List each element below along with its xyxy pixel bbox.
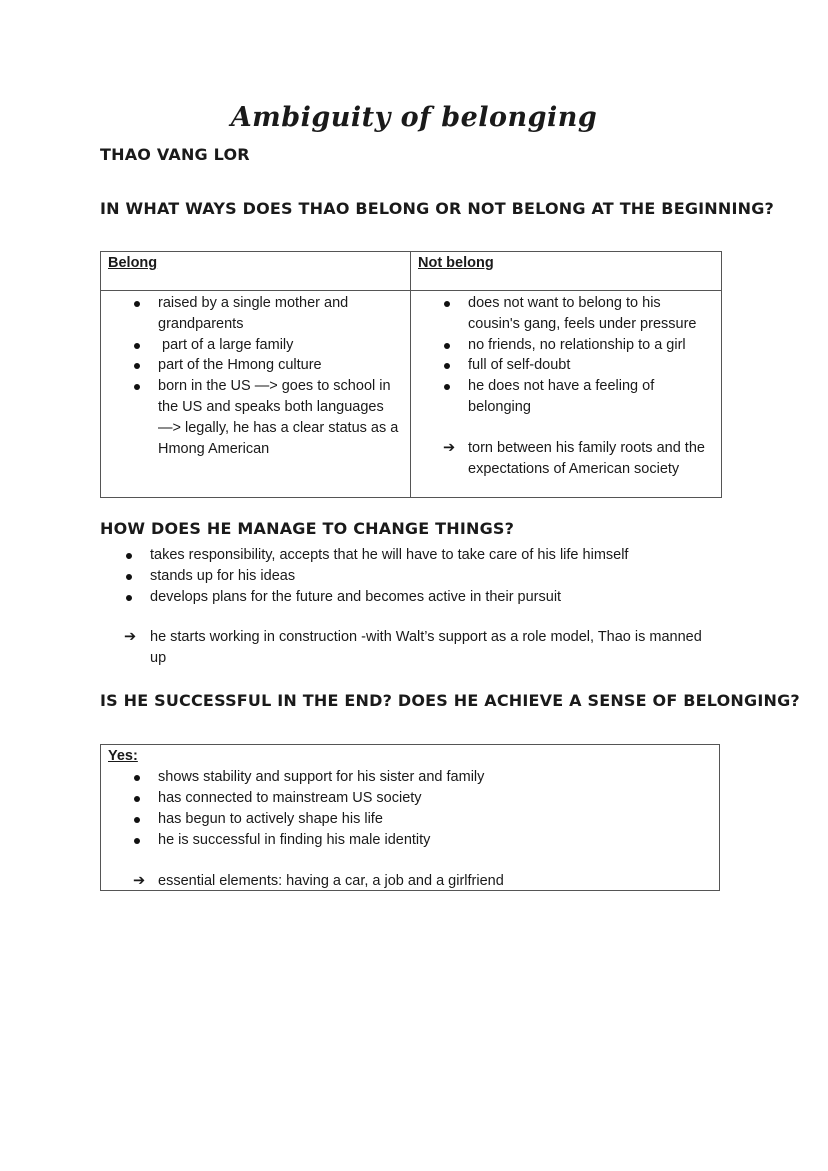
success-box [100,744,720,891]
success-list [101,767,719,851]
change-conclusion: ➔ he starts working in construction -with Walt’s support as a role model, Thao is manned up [124,629,702,666]
list-item: born in the US —> goes to school in the US and speaks both languages —> legally, he has a clear status as a Hmong American [101,376,402,459]
not-belong-conclusion: ➔ torn between his family roots and the expectations of American society [443,439,705,477]
change-section [100,545,720,669]
list-item: full of self-doubt [411,355,713,376]
list-item: stands up for his ideas [100,566,720,587]
list-item: raised by a single mother and grandparents [101,293,402,335]
column-header-not-belong: Not belong [411,252,722,291]
success-conclusion: ➔ essential elements: having a car, a job and a girlfriend [101,871,719,892]
section-heading-change: HOW DOES HE MANAGE TO CHANGE THINGS? [100,519,515,538]
character-name: THAO VANG LOR [100,145,250,164]
list-item: has begun to actively shape his life [101,809,719,830]
section-heading-success: IS HE SUCCESSFUL IN THE END? DOES HE ACHIEVE A SENSE OF BELONGING? [100,691,800,710]
table-header-row [101,252,722,291]
column-header-belong: Belong [101,252,411,291]
list-item: shows stability and support for his sister and family [101,767,719,788]
belong-list [101,293,402,459]
list-item: no friends, no relationship to a girl [411,335,713,356]
arrow-right-icon: ➔ [124,629,137,645]
list-item: develops plans for the future and becomes active in their pursuit [100,587,720,608]
arrow-right-icon: ➔ [443,439,456,456]
change-list [100,545,720,608]
list-item: has connected to mainstream US society [101,788,719,809]
table-row [101,291,722,498]
not-belong-cell [411,291,722,498]
list-item: he does not have a feeling of belonging [411,376,713,418]
arrow-right-icon: ➔ [133,873,146,889]
not-belong-list [411,293,713,418]
list-item: takes responsibility, accepts that he will have to take care of his life himself [100,545,720,566]
list-item: does not want to belong to his cousin's gang, feels under pressure [411,293,713,335]
yes-label: Yes: [108,748,138,764]
page-title: Ambiguity of belonging [230,102,598,133]
section-heading-beginning: IN WHAT WAYS DOES THAO BELONG OR NOT BELONG AT THE BEGINNING? [100,199,775,218]
belong-cell [101,291,411,498]
list-item: part of a large family [101,335,402,356]
list-item: part of the Hmong culture [101,355,402,376]
list-item: he is successful in finding his male identity [101,830,719,851]
belong-table [100,251,722,498]
